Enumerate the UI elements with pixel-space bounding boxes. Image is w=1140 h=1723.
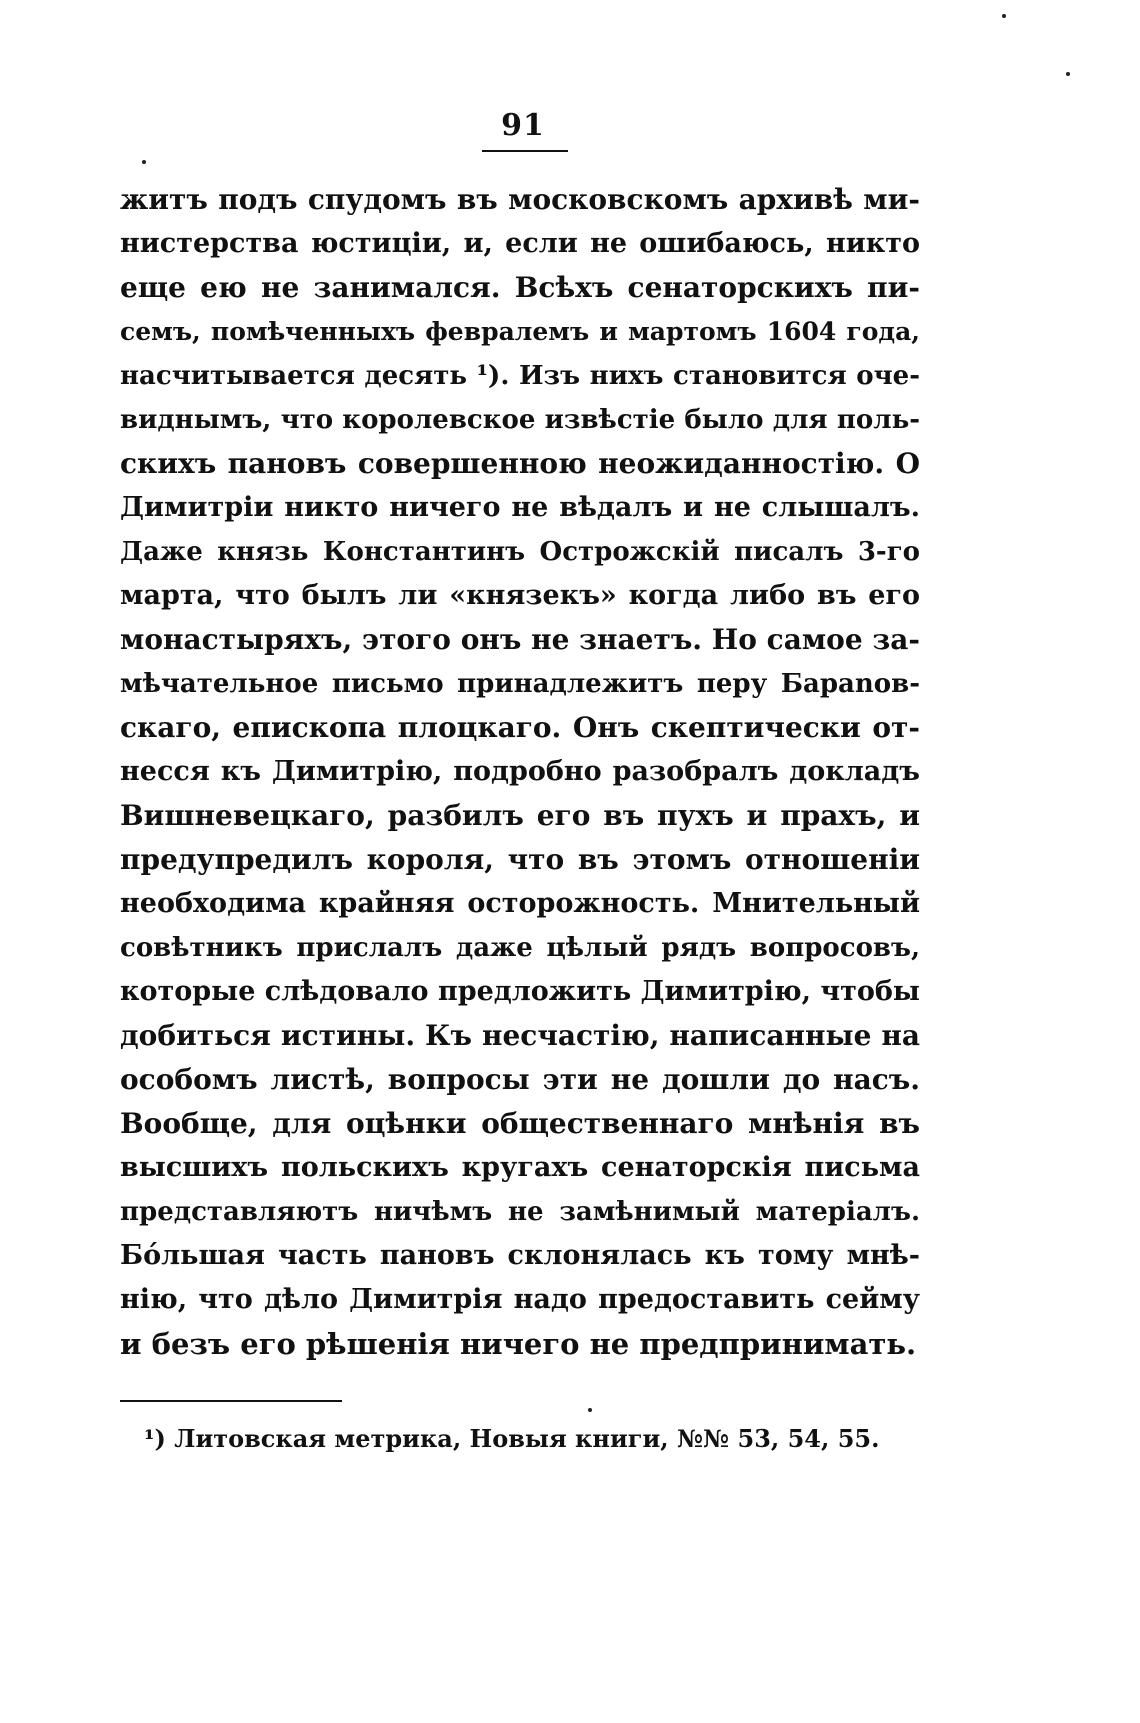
- text-line: Димитріи никто ничего не вѣдалъ и не слышалъ.: [120, 492, 920, 523]
- footnote: ¹) Литовская метрика, Новыя книги, №№ 53, 54, 55.: [144, 1424, 880, 1453]
- scan-speck: [588, 1408, 592, 1412]
- text-line: Даже князь Константинъ Острожскій писалъ 3-го: [120, 537, 920, 567]
- body-text: [120, 178, 920, 1366]
- text-line: представляютъ ничѣмъ не замѣнимый матеріалъ.: [120, 1197, 920, 1227]
- text-line: скаго, епископа плоцкаго. Онъ скептически от-: [120, 711, 920, 744]
- footnote-separator: [120, 1400, 342, 1402]
- text-line: виднымъ, что королевское извѣстіе было для поль-: [120, 405, 920, 435]
- text-line: несся къ Димитрію, подробно разобралъ докладъ: [120, 756, 920, 787]
- text-line: которые слѣдовало предложить Димитрію, чтобы: [120, 976, 920, 1007]
- text-line: особомъ листѣ, вопросы эти не дошли до насъ.: [120, 1063, 920, 1096]
- text-line: нію, что дѣло Димитрія надо предоставить сейму: [120, 1284, 920, 1315]
- text-line: и безъ его рѣшенія ничего не предпринимать.: [120, 1327, 917, 1361]
- text-line: монастыряхъ, этого онъ не знаетъ. Но самое за-: [120, 623, 921, 656]
- text-line: Вишневецкаго, разбилъ его въ пухъ и прахъ, и: [120, 799, 920, 832]
- text-line: семъ, помѣченныхъ февралемъ и мартомъ 1604 года,: [120, 317, 920, 346]
- scan-speck: [1002, 14, 1006, 18]
- text-line: насчитывается десять ¹). Изъ нихъ становится оче-: [120, 361, 920, 391]
- text-line: Вообще, для оцѣнки общественнаго мнѣнія въ: [120, 1107, 920, 1140]
- text-line: еще ею не занимался. Всѣхъ сенаторскихъ пи-: [120, 271, 920, 304]
- text-line: совѣтникъ прислалъ даже цѣлый рядъ вопросовъ,: [120, 933, 920, 963]
- text-line: мѣчательное письмо принадлежитъ перу Барanов-: [120, 669, 920, 699]
- text-line: нистерства юстиціи, и, если не ошибаюсь, никто: [120, 228, 920, 259]
- text-line: добиться истины. Къ несчастію, написанные на: [120, 1019, 920, 1052]
- text-line: высшихъ польскихъ кругахъ сенаторскія письма: [120, 1152, 920, 1183]
- scan-speck: [142, 160, 146, 164]
- text-line: житъ подъ спудомъ въ московскомъ архивѣ ми-: [120, 183, 920, 216]
- text-line: скихъ пановъ совершенною неожиданностію. О: [120, 447, 920, 480]
- text-line: Бо́льшая часть пановъ склонялась къ тому мнѣ-: [120, 1240, 920, 1271]
- text-line: предупредилъ короля, что въ этомъ отношеніи: [120, 843, 920, 876]
- text-line: марта, что былъ ли «князекъ» когда либо въ его: [120, 580, 920, 611]
- text-line: необходима крайняя осторожность. Мнительный: [120, 888, 920, 919]
- page-number-underline: [482, 150, 568, 152]
- scan-speck: [1066, 72, 1070, 76]
- page-number: 91: [501, 108, 545, 143]
